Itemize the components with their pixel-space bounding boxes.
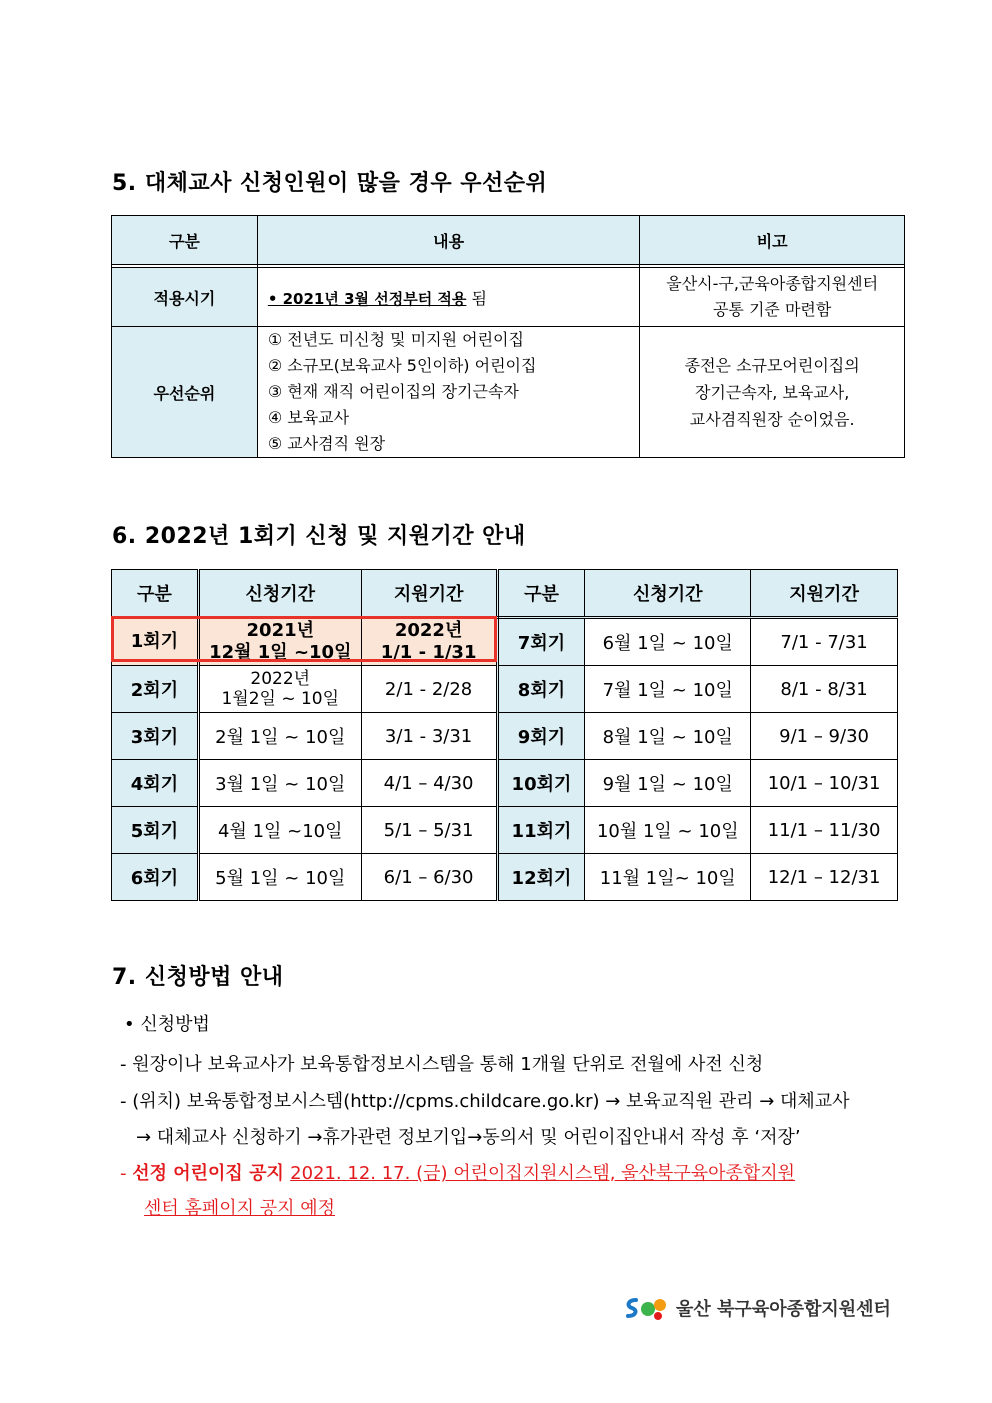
notice-line xyxy=(120,1159,795,1185)
support-dates: 1/1 - 1/31 xyxy=(380,642,477,663)
apply-period-cell: 7월 1일 ~ 10일 xyxy=(585,666,751,713)
apply-period-cell: 3월 1일 ~ 10일 xyxy=(198,760,361,807)
priority-list xyxy=(257,327,640,458)
row-label: 12회기 xyxy=(497,854,585,901)
section-6-heading: 6. 2022년 1회기 신청 및 지원기간 안내 xyxy=(112,524,526,549)
section-5-heading: 5. 대체교사 신청인원이 많을 경우 우선순위 xyxy=(112,171,548,196)
apply-period-cell: 9월 1일 ~ 10일 xyxy=(585,760,751,807)
row-label: 적용시기 xyxy=(112,268,258,327)
row-label: 2회기 xyxy=(112,666,199,713)
apply-period-cell xyxy=(198,666,361,713)
row-label: 5회기 xyxy=(112,807,199,854)
table-row xyxy=(112,713,898,760)
header-cell: 신청기간 xyxy=(198,570,361,618)
header-cell: 지원기간 xyxy=(361,570,497,618)
apply-period-cell xyxy=(198,618,361,666)
support-period-cell: 12/1 – 12/31 xyxy=(751,854,898,901)
notice-dash: - xyxy=(120,1163,133,1184)
support-period-cell: 7/1 - 7/31 xyxy=(751,618,898,666)
note-cell xyxy=(640,268,905,327)
content-cell xyxy=(257,268,640,327)
row-label: 우선순위 xyxy=(112,327,258,458)
apply-period-cell: 11월 1일~ 10일 xyxy=(585,854,751,901)
apply-dates: 12월 1일 ~10일 xyxy=(209,642,352,663)
notice-line xyxy=(144,1194,335,1220)
table-row xyxy=(112,327,905,458)
apply-date-suffix: 됨 xyxy=(466,288,487,308)
section-7-heading: 7. 신청방법 안내 xyxy=(112,965,284,990)
apply-period-cell: 10월 1일 ~ 10일 xyxy=(585,807,751,854)
table-row xyxy=(112,807,898,854)
header-cell: 내용 xyxy=(257,216,640,265)
apply-date-text: • 2021년 3월 선정부터 적용 xyxy=(267,289,467,308)
row-label: 3회기 xyxy=(112,713,199,760)
row-label: 10회기 xyxy=(497,760,585,807)
table-row xyxy=(112,268,905,327)
table-row xyxy=(112,618,898,666)
header-cell: 신청기간 xyxy=(585,570,751,618)
row-label: 7회기 xyxy=(497,618,585,666)
apply-year: 2022년 xyxy=(250,669,311,689)
header-cell: 구분 xyxy=(112,216,258,265)
row-label: 4회기 xyxy=(112,760,199,807)
note-line: 장기근속자, 보육교사, xyxy=(694,382,850,402)
notice-label: 선정 어린이집 공지 xyxy=(132,1163,291,1184)
row-label: 1회기 xyxy=(112,618,199,666)
apply-period-cell: 6월 1일 ~ 10일 xyxy=(585,618,751,666)
notice-continuation: 센터 홈페이지 공지 예정 xyxy=(144,1198,336,1219)
apply-period-cell: 5월 1일 ~ 10일 xyxy=(198,854,361,901)
apply-period-cell: 8월 1일 ~ 10일 xyxy=(585,713,751,760)
list-item: ① 전년도 미신청 및 미지원 어린이집 xyxy=(267,330,524,349)
row-label: 6회기 xyxy=(112,854,199,901)
table-row xyxy=(112,760,898,807)
table-row xyxy=(112,854,898,901)
note-line: 교사겸직원장 순이었음. xyxy=(689,409,855,429)
footer-logo xyxy=(622,1294,891,1322)
header-cell: 구분 xyxy=(112,570,199,618)
header-cell: 비고 xyxy=(640,216,905,265)
row-label: 8회기 xyxy=(497,666,585,713)
table-header-row xyxy=(112,570,898,618)
method-line: - 원장이나 보육교사가 보육통합정보시스템을 통해 1개월 단위로 전월에 사전 신청 xyxy=(120,1054,764,1075)
note-line: 공통 기준 마련함 xyxy=(712,300,832,319)
list-item: ③ 현재 재직 어린이집의 장기근속자 xyxy=(267,382,519,401)
table-row xyxy=(112,666,898,713)
apply-period-cell: 4월 1일 ~10일 xyxy=(198,807,361,854)
sca-logo-icon xyxy=(622,1294,670,1322)
support-period-cell: 3/1 - 3/31 xyxy=(361,713,497,760)
list-item: ⑤ 교사겸직 원장 xyxy=(267,434,386,453)
support-period-cell xyxy=(361,618,497,666)
schedule-table xyxy=(111,569,898,901)
note-line: 종전은 소규모어린이집의 xyxy=(684,355,860,375)
list-item: ④ 보육교사 xyxy=(267,408,350,427)
support-period-cell: 8/1 - 8/31 xyxy=(751,666,898,713)
notice-date: 2021. 12. 17. (금) 어린이집지원시스템, 울산북구육아종합지원 xyxy=(290,1163,796,1184)
support-period-cell: 11/1 – 11/30 xyxy=(751,807,898,854)
header-cell: 구분 xyxy=(497,570,585,618)
priority-table xyxy=(111,215,905,458)
support-period-cell: 10/1 – 10/31 xyxy=(751,760,898,807)
support-period-cell: 5/1 – 5/31 xyxy=(361,807,497,854)
method-line: → 대체교사 신청하기 →휴가관련 정보기입→동의서 및 어린이집안내서 작성 후 ‘저장’ xyxy=(136,1127,801,1148)
apply-dates: 1월2일 ~ 10일 xyxy=(221,689,340,709)
method-line: - (위치) 보육통합정보시스템(http://cpms.childcare.go.kr) → 보육교직원 관리 → 대체교사 xyxy=(120,1091,850,1112)
header-cell: 지원기간 xyxy=(751,570,898,618)
note-line: 울산시-구,군육아종합지원센터 xyxy=(666,274,879,293)
list-item: ② 소규모(보육교사 5인이하) 어린이집 xyxy=(267,356,537,375)
note-cell xyxy=(640,327,905,458)
table-header-row xyxy=(112,216,905,265)
support-period-cell: 4/1 – 4/30 xyxy=(361,760,497,807)
method-bullet: • 신청방법 xyxy=(124,1014,210,1035)
apply-period-cell: 2월 1일 ~ 10일 xyxy=(198,713,361,760)
apply-year: 2021년 xyxy=(246,620,315,641)
footer-org-name: 울산 북구육아종합지원센터 xyxy=(676,1299,891,1320)
row-label: 9회기 xyxy=(497,713,585,760)
row-label: 11회기 xyxy=(497,807,585,854)
support-period-cell: 9/1 – 9/30 xyxy=(751,713,898,760)
support-period-cell: 6/1 – 6/30 xyxy=(361,854,497,901)
support-period-cell: 2/1 - 2/28 xyxy=(361,666,497,713)
support-year: 2022년 xyxy=(394,620,463,641)
